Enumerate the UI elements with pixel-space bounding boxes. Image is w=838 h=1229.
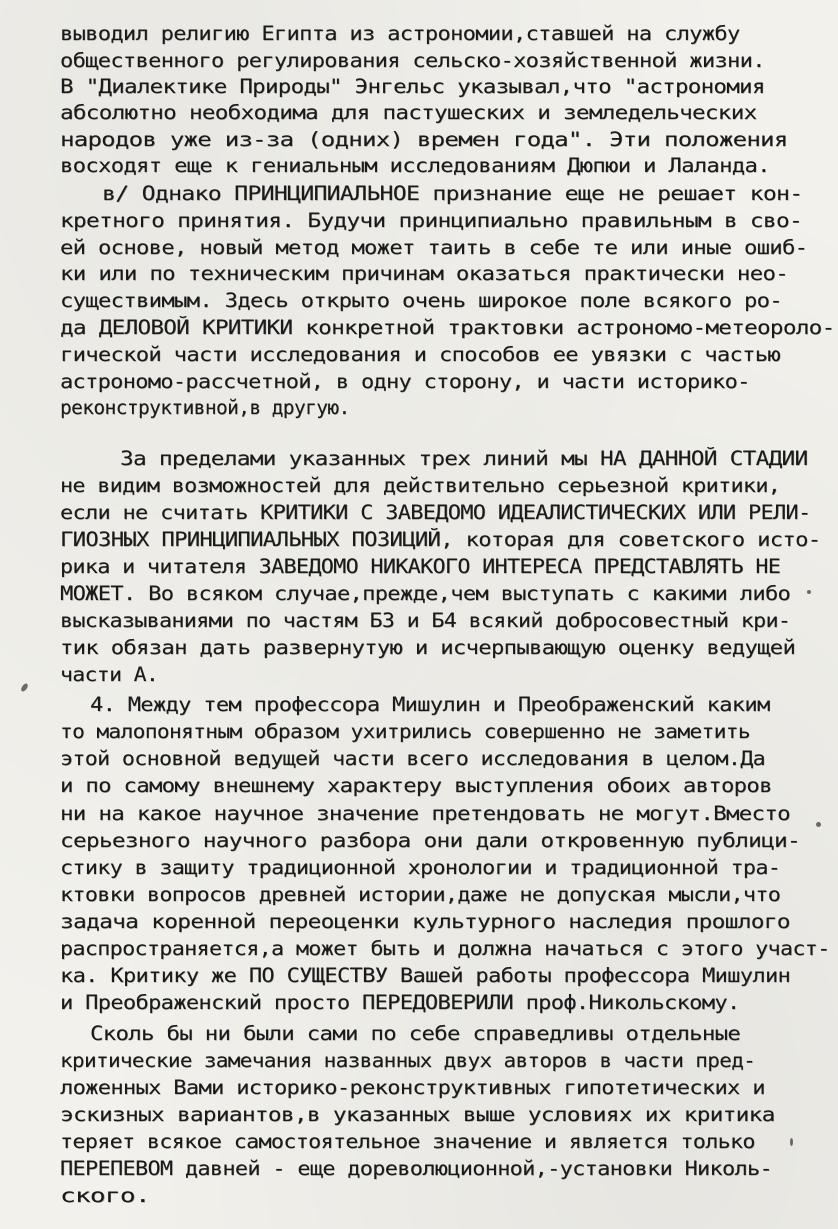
text-line: то малопонятным образом ухитрились совершенно не заметить — [60, 720, 750, 743]
text-line: ложенных Вами историко-реконструктивных гипотетических и — [60, 1076, 765, 1099]
text-line: гической части исследования и способов ее увязки с частью — [60, 343, 781, 366]
text-line: 4. Между тем профессора Мишулин и Преображенский каким — [90, 693, 770, 716]
text-line: этой основной ведущей части всего исследования в целом.Да — [60, 747, 765, 770]
text-line: части А. — [60, 663, 159, 686]
text-line: народов уже из-за (одних) времен года". Эти положения — [60, 128, 788, 151]
text-line: выводил религию Египта из астрономии,ставшей на службу — [60, 22, 740, 45]
text-line: и Преображенский просто ПЕРЕДОВЕРИЛИ проф.Никольскому. — [60, 991, 740, 1014]
text-line: высказываниями по частям Б3 и Б4 всякий добросовестный кри- — [60, 609, 791, 632]
text-line: абсолютно необходима для пастушеских и земледельческих — [60, 101, 757, 124]
text-line: стику в защиту традиционной хронологии и традиционной тра- — [60, 856, 781, 879]
text-line: тик обязан дать развернутую и исчерпывающую оценку ведущей — [60, 636, 796, 659]
text-line: общественного регулирования сельско-хозяйственной жизни. — [60, 49, 765, 72]
text-line: не видим возможностей для действительно серьезной критики, — [60, 474, 781, 497]
text-line: существимым. Здесь открыто очень широкое поле всякого ро- — [60, 289, 782, 312]
text-line: если не считать КРИТИКИ С ЗАВЕДОМО ИДЕАЛИСТИЧЕСКИХ ИЛИ РЕЛИ- — [60, 501, 811, 524]
text-line: эскизных вариантов,в указанных выше условиях их критика — [60, 1103, 775, 1126]
text-line: В "Диалектике Природы" Энгельс указывал,что "астрономия — [60, 75, 765, 98]
ink-spot — [790, 1138, 793, 1146]
text-line: да ДЕЛОВОЙ КРИТИКИ конкретной трактовки астрономо-метеороло- — [60, 316, 835, 339]
ink-spot — [816, 822, 821, 827]
text-line: ки или по техническим причинам оказаться практически нео- — [60, 262, 789, 285]
text-line: теряет всякое самостоятельное значение и является только — [60, 1130, 755, 1153]
text-line: кретного принятия. Будучи принципиально правильным в сво- — [60, 209, 802, 232]
text-line: восходят еще к гениальным исследованиям Дюпюи и Лаланда. — [60, 154, 770, 177]
text-line: реконструктивной,в другую. — [60, 396, 350, 419]
text-line: ктовки вопросов древней истории,даже не допуская мысли,что — [60, 883, 781, 906]
text-line: задача коренной переоценки культурного наследия прошлого — [60, 910, 790, 933]
text-line: критические замечания названных двух авторов в части пред- — [60, 1049, 756, 1072]
text-line: Сколь бы ни были сами по себе справедливы отдельные — [90, 1022, 741, 1045]
text-line: ПЕРЕПЕВОМ давней - еще дореволюционной,-установки Николь- — [60, 1157, 773, 1180]
text-line: МОЖЕТ. Во всяком случае,прежде,чем выступать с какими либо — [60, 582, 791, 605]
text-line: распространяется,а может быть и должна начаться с этого участ- — [60, 937, 830, 960]
text-line: и по самому внешнему характеру выступления обоих авторов — [60, 774, 772, 797]
text-line: рика и читателя ЗАВЕДОМО НИКАКОГО ИНТЕРЕСА ПРЕДСТАВЛЯТЬ НЕ — [60, 555, 781, 578]
text-line: ка. Критику же ПО СУЩЕСТВУ Вашей работы профессора Мишулин — [60, 964, 791, 987]
text-line: в/ Однако ПРИНЦИПИАЛЬНОЕ признание еще не решает кон- — [102, 182, 803, 205]
text-line: серьезного научного разбора они дали откровенную публици- — [60, 829, 801, 852]
text-line: ни на какое научное значение претендовать не могут.Вместо — [60, 802, 790, 825]
text-line: ГИОЗНЫХ ПРИНЦИПИАЛЬНЫХ ПОЗИЦИЙ, которая для советского исто- — [60, 528, 821, 551]
ink-spot — [807, 590, 811, 594]
text-line: ского. — [60, 1184, 150, 1207]
text-line: За пределами указанных трех линий мы НА ДАННОЙ СТАДИИ — [120, 447, 808, 470]
text-line: астрономо-рассчетной, в одну сторону, и части историко- — [60, 370, 750, 393]
text-line: ей основе, новый метод может таить в себе те или иные ошиб- — [60, 236, 808, 259]
